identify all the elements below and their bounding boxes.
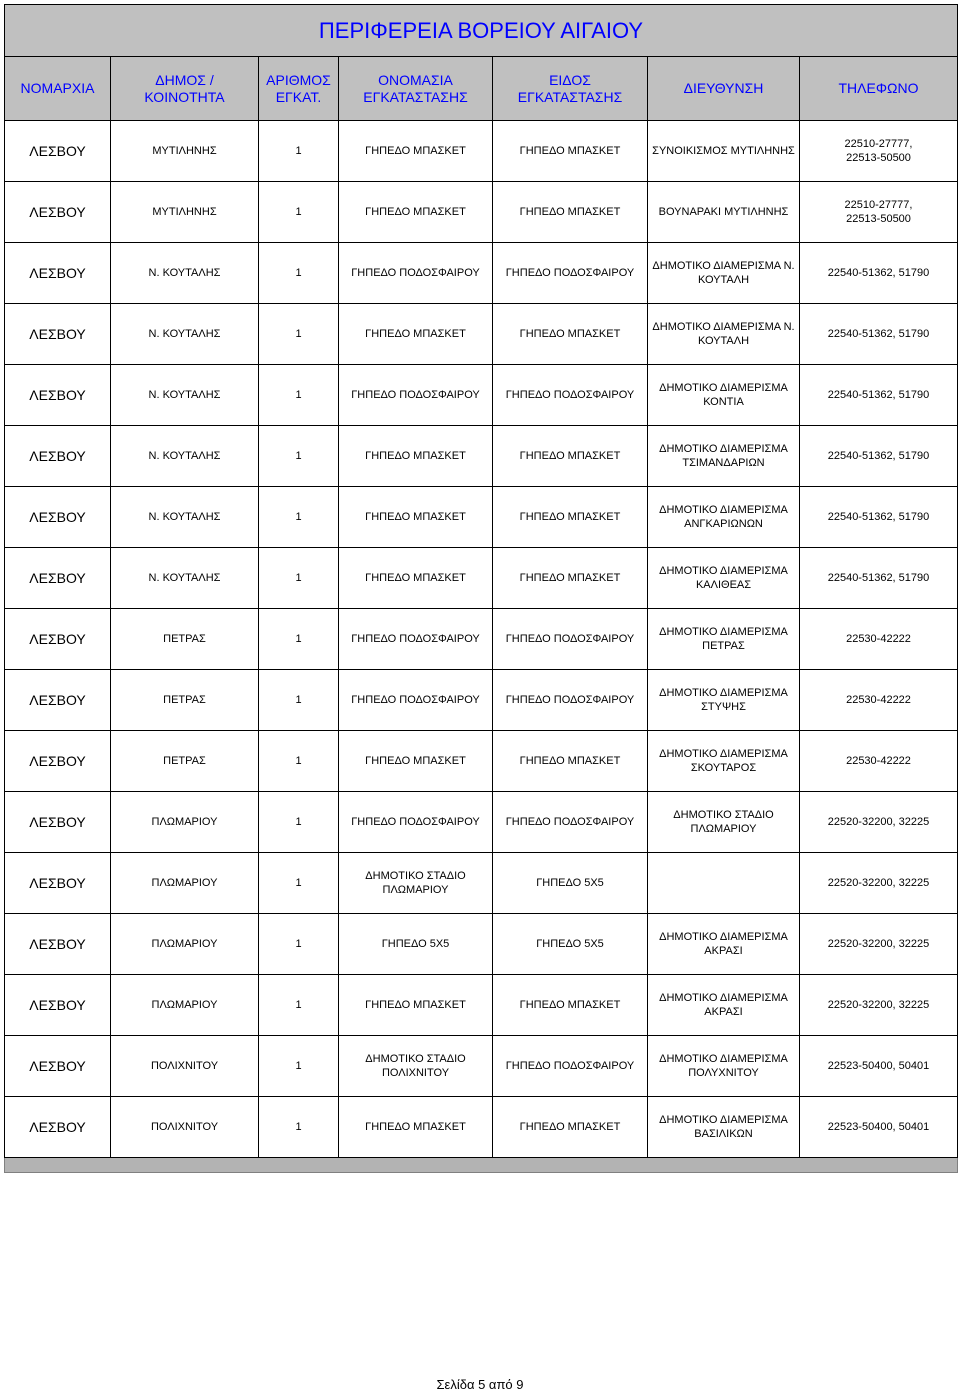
header-address: ΔΙΕΥΘΥΝΣΗ: [648, 57, 800, 121]
cell-address: [648, 853, 800, 914]
cell-phone: 22540-51362, 51790: [800, 487, 958, 548]
cell-facility-type: ΓΗΠΕΔΟ ΜΠΑΣΚΕΤ: [493, 426, 648, 487]
cell-address: ΔΗΜΟΤΙΚΟ ΔΙΑΜΕΡΙΣΜΑ ΣΚΟΥΤΑΡΟΣ: [648, 731, 800, 792]
table-row: [5, 182, 958, 243]
cell-facility-name: ΓΗΠΕΔΟ ΠΟΔΟΣΦΑΙΡΟΥ: [339, 670, 493, 731]
cell-municipality: Ν. ΚΟΥΤΑΛΗΣ: [111, 548, 259, 609]
cell-facility-name: ΓΗΠΕΔΟ ΜΠΑΣΚΕΤ: [339, 304, 493, 365]
table-row: [5, 609, 958, 670]
cell-count: 1: [259, 365, 339, 426]
table-row: [5, 365, 958, 426]
cell-facility-type: ΓΗΠΕΔΟ ΠΟΔΟΣΦΑΙΡΟΥ: [493, 365, 648, 426]
table-row: [5, 1097, 958, 1158]
cell-address: ΣΥΝΟΙΚΙΣΜΟΣ ΜΥΤΙΛΗΝΗΣ: [648, 121, 800, 182]
cell-facility-name: ΓΗΠΕΔΟ ΜΠΑΣΚΕΤ: [339, 182, 493, 243]
header-prefecture: ΝΟΜΑΡΧΙΑ: [5, 57, 111, 121]
table-row: [5, 243, 958, 304]
cell-facility-name: ΓΗΠΕΔΟ ΜΠΑΣΚΕΤ: [339, 548, 493, 609]
cell-facility-type: ΓΗΠΕΔΟ 5Χ5: [493, 914, 648, 975]
cell-address: ΔΗΜΟΤΙΚΟ ΔΙΑΜΕΡΙΣΜΑ ΑΝΓΚΑΡΙΩΝΩΝ: [648, 487, 800, 548]
cell-municipality: ΠΕΤΡΑΣ: [111, 731, 259, 792]
cell-facility-name: ΓΗΠΕΔΟ ΜΠΑΣΚΕΤ: [339, 731, 493, 792]
cell-prefecture: ΛΕΣΒΟΥ: [5, 731, 111, 792]
table-row: [5, 548, 958, 609]
cell-count: 1: [259, 792, 339, 853]
cell-municipality: ΜΥΤΙΛΗΝΗΣ: [111, 121, 259, 182]
cell-facility-type: ΓΗΠΕΔΟ 5Χ5: [493, 853, 648, 914]
table-row: [5, 792, 958, 853]
cell-address: ΔΗΜΟΤΙΚΟ ΔΙΑΜΕΡΙΣΜΑ ΣΤΥΨΗΣ: [648, 670, 800, 731]
table-row: [5, 487, 958, 548]
cell-facility-type: ΓΗΠΕΔΟ ΠΟΔΟΣΦΑΙΡΟΥ: [493, 243, 648, 304]
cell-phone: 22530-42222: [800, 670, 958, 731]
cell-count: 1: [259, 914, 339, 975]
cell-address: ΔΗΜΟΤΙΚΟ ΔΙΑΜΕΡΙΣΜΑ ΠΕΤΡΑΣ: [648, 609, 800, 670]
cell-prefecture: ΛΕΣΒΟΥ: [5, 792, 111, 853]
cell-facility-name: ΓΗΠΕΔΟ ΠΟΔΟΣΦΑΙΡΟΥ: [339, 243, 493, 304]
cell-municipality: ΠΕΤΡΑΣ: [111, 670, 259, 731]
cell-municipality: ΠΟΛΙΧΝΙΤΟΥ: [111, 1036, 259, 1097]
cell-facility-name: ΓΗΠΕΔΟ ΜΠΑΣΚΕΤ: [339, 121, 493, 182]
table-row: [5, 426, 958, 487]
cell-address: ΔΗΜΟΤΙΚΟ ΔΙΑΜΕΡΙΣΜΑ ΚΑΛΙΘΕΑΣ: [648, 548, 800, 609]
cell-facility-name: ΓΗΠΕΔΟ ΜΠΑΣΚΕΤ: [339, 975, 493, 1036]
header-phone: ΤΗΛΕΦΩΝΟ: [800, 57, 958, 121]
header-facility-type: ΕΙΔΟΣ ΕΓΚΑΤΑΣΤΑΣΗΣ: [493, 57, 648, 121]
cell-facility-type: ΓΗΠΕΔΟ ΠΟΔΟΣΦΑΙΡΟΥ: [493, 792, 648, 853]
footer-bar-cell: [5, 1158, 958, 1173]
table-row: [5, 975, 958, 1036]
cell-count: 1: [259, 853, 339, 914]
cell-count: 1: [259, 182, 339, 243]
cell-count: 1: [259, 731, 339, 792]
cell-phone: 22520-32200, 32225: [800, 914, 958, 975]
cell-facility-type: ΓΗΠΕΔΟ ΜΠΑΣΚΕΤ: [493, 731, 648, 792]
cell-prefecture: ΛΕΣΒΟΥ: [5, 1036, 111, 1097]
cell-municipality: Ν. ΚΟΥΤΑΛΗΣ: [111, 365, 259, 426]
cell-facility-type: ΓΗΠΕΔΟ ΜΠΑΣΚΕΤ: [493, 121, 648, 182]
cell-facility-type: ΓΗΠΕΔΟ ΜΠΑΣΚΕΤ: [493, 487, 648, 548]
header-municipality: ΔΗΜΟΣ / ΚΟΙΝΟΤΗΤΑ: [111, 57, 259, 121]
table-row: [5, 670, 958, 731]
cell-facility-name: ΓΗΠΕΔΟ ΜΠΑΣΚΕΤ: [339, 426, 493, 487]
cell-facility-name: ΓΗΠΕΔΟ ΠΟΔΟΣΦΑΙΡΟΥ: [339, 792, 493, 853]
cell-count: 1: [259, 1036, 339, 1097]
page-number: Σελίδα 5 από 9: [436, 1377, 524, 1392]
cell-facility-name: ΓΗΠΕΔΟ ΠΟΔΟΣΦΑΙΡΟΥ: [339, 609, 493, 670]
cell-prefecture: ΛΕΣΒΟΥ: [5, 426, 111, 487]
cell-municipality: ΠΛΩΜΑΡΙΟΥ: [111, 914, 259, 975]
cell-count: 1: [259, 121, 339, 182]
cell-count: 1: [259, 243, 339, 304]
header-row: [5, 57, 958, 121]
table-row: [5, 731, 958, 792]
cell-address: ΔΗΜΟΤΙΚΟ ΔΙΑΜΕΡΙΣΜΑ ΑΚΡΑΣΙ: [648, 914, 800, 975]
cell-prefecture: ΛΕΣΒΟΥ: [5, 304, 111, 365]
cell-prefecture: ΛΕΣΒΟΥ: [5, 975, 111, 1036]
cell-phone: 22510-27777, 22513-50500: [800, 182, 958, 243]
table-row: [5, 1036, 958, 1097]
cell-phone: 22520-32200, 32225: [800, 975, 958, 1036]
table-row: [5, 304, 958, 365]
cell-phone: 22540-51362, 51790: [800, 426, 958, 487]
cell-municipality: ΠΕΤΡΑΣ: [111, 609, 259, 670]
cell-phone: 22540-51362, 51790: [800, 243, 958, 304]
cell-prefecture: ΛΕΣΒΟΥ: [5, 365, 111, 426]
cell-address: ΔΗΜΟΤΙΚΟ ΔΙΑΜΕΡΙΣΜΑ ΒΑΣΙΛΙΚΩΝ: [648, 1097, 800, 1158]
header-facility-name: ΟΝΟΜΑΣΙΑ ΕΓΚΑΤΑΣΤΑΣΗΣ: [339, 57, 493, 121]
cell-municipality: ΠΟΛΙΧΝΙΤΟΥ: [111, 1097, 259, 1158]
header-count: ΑΡΙΘΜΟΣ ΕΓΚΑΤ.: [259, 57, 339, 121]
cell-phone: 22510-27777, 22513-50500: [800, 121, 958, 182]
cell-address: ΔΗΜΟΤΙΚΟ ΔΙΑΜΕΡΙΣΜΑ ΤΣΙΜΑΝΔΑΡΙΩΝ: [648, 426, 800, 487]
cell-phone: 22540-51362, 51790: [800, 365, 958, 426]
cell-facility-type: ΓΗΠΕΔΟ ΜΠΑΣΚΕΤ: [493, 182, 648, 243]
cell-facility-name: ΓΗΠΕΔΟ ΜΠΑΣΚΕΤ: [339, 1097, 493, 1158]
cell-municipality: Ν. ΚΟΥΤΑΛΗΣ: [111, 243, 259, 304]
cell-address: ΔΗΜΟΤΙΚΟ ΔΙΑΜΕΡΙΣΜΑ Ν. ΚΟΥΤΑΛΗ: [648, 304, 800, 365]
cell-facility-name: ΓΗΠΕΔΟ ΜΠΑΣΚΕΤ: [339, 487, 493, 548]
cell-facility-name: ΓΗΠΕΔΟ ΠΟΔΟΣΦΑΙΡΟΥ: [339, 365, 493, 426]
cell-address: ΔΗΜΟΤΙΚΟ ΣΤΑΔΙΟ ΠΛΩΜΑΡΙΟΥ: [648, 792, 800, 853]
cell-prefecture: ΛΕΣΒΟΥ: [5, 1097, 111, 1158]
cell-prefecture: ΛΕΣΒΟΥ: [5, 243, 111, 304]
cell-municipality: Ν. ΚΟΥΤΑΛΗΣ: [111, 426, 259, 487]
cell-phone: 22523-50400, 50401: [800, 1097, 958, 1158]
cell-facility-name: ΓΗΠΕΔΟ 5Χ5: [339, 914, 493, 975]
cell-municipality: Ν. ΚΟΥΤΑΛΗΣ: [111, 304, 259, 365]
cell-count: 1: [259, 975, 339, 1036]
cell-count: 1: [259, 304, 339, 365]
cell-municipality: ΠΛΩΜΑΡΙΟΥ: [111, 792, 259, 853]
cell-phone: 22523-50400, 50401: [800, 1036, 958, 1097]
cell-facility-type: ΓΗΠΕΔΟ ΜΠΑΣΚΕΤ: [493, 975, 648, 1036]
cell-facility-name: ΔΗΜΟΤΙΚΟ ΣΤΑΔΙΟ ΠΟΛΙΧΝΙΤΟΥ: [339, 1036, 493, 1097]
cell-facility-type: ΓΗΠΕΔΟ ΜΠΑΣΚΕΤ: [493, 304, 648, 365]
cell-prefecture: ΛΕΣΒΟΥ: [5, 670, 111, 731]
cell-municipality: Ν. ΚΟΥΤΑΛΗΣ: [111, 487, 259, 548]
page-title: ΠΕΡΙΦΕΡΕΙΑ ΒΟΡΕΙΟΥ ΑΙΓΑΙΟΥ: [5, 5, 958, 57]
cell-prefecture: ΛΕΣΒΟΥ: [5, 487, 111, 548]
facilities-table: [4, 4, 958, 1173]
cell-phone: 22520-32200, 32225: [800, 853, 958, 914]
cell-facility-type: ΓΗΠΕΔΟ ΜΠΑΣΚΕΤ: [493, 1097, 648, 1158]
cell-phone: 22540-51362, 51790: [800, 548, 958, 609]
cell-facility-type: ΓΗΠΕΔΟ ΜΠΑΣΚΕΤ: [493, 548, 648, 609]
cell-facility-type: ΓΗΠΕΔΟ ΠΟΔΟΣΦΑΙΡΟΥ: [493, 1036, 648, 1097]
cell-address: ΔΗΜΟΤΙΚΟ ΔΙΑΜΕΡΙΣΜΑ ΠΟΛΥΧΝΙΤΟΥ: [648, 1036, 800, 1097]
cell-phone: 22540-51362, 51790: [800, 304, 958, 365]
cell-address: ΔΗΜΟΤΙΚΟ ΔΙΑΜΕΡΙΣΜΑ ΑΚΡΑΣΙ: [648, 975, 800, 1036]
cell-count: 1: [259, 548, 339, 609]
cell-prefecture: ΛΕΣΒΟΥ: [5, 914, 111, 975]
cell-count: 1: [259, 487, 339, 548]
cell-count: 1: [259, 609, 339, 670]
cell-count: 1: [259, 670, 339, 731]
cell-prefecture: ΛΕΣΒΟΥ: [5, 853, 111, 914]
cell-phone: 22520-32200, 32225: [800, 792, 958, 853]
table-row: [5, 853, 958, 914]
cell-address: ΒΟΥΝΑΡΑΚΙ ΜΥΤΙΛΗΝΗΣ: [648, 182, 800, 243]
cell-municipality: ΜΥΤΙΛΗΝΗΣ: [111, 182, 259, 243]
cell-address: ΔΗΜΟΤΙΚΟ ΔΙΑΜΕΡΙΣΜΑ Ν. ΚΟΥΤΑΛΗ: [648, 243, 800, 304]
cell-address: ΔΗΜΟΤΙΚΟ ΔΙΑΜΕΡΙΣΜΑ ΚΟΝΤΙΑ: [648, 365, 800, 426]
cell-municipality: ΠΛΩΜΑΡΙΟΥ: [111, 975, 259, 1036]
table-row: [5, 914, 958, 975]
cell-facility-type: ΓΗΠΕΔΟ ΠΟΔΟΣΦΑΙΡΟΥ: [493, 609, 648, 670]
cell-prefecture: ΛΕΣΒΟΥ: [5, 182, 111, 243]
cell-prefecture: ΛΕΣΒΟΥ: [5, 609, 111, 670]
cell-count: 1: [259, 426, 339, 487]
cell-phone: 22530-42222: [800, 609, 958, 670]
cell-prefecture: ΛΕΣΒΟΥ: [5, 121, 111, 182]
cell-facility-type: ΓΗΠΕΔΟ ΠΟΔΟΣΦΑΙΡΟΥ: [493, 670, 648, 731]
cell-count: 1: [259, 1097, 339, 1158]
cell-facility-name: ΔΗΜΟΤΙΚΟ ΣΤΑΔΙΟ ΠΛΩΜΑΡΙΟΥ: [339, 853, 493, 914]
cell-phone: 22530-42222: [800, 731, 958, 792]
cell-municipality: ΠΛΩΜΑΡΙΟΥ: [111, 853, 259, 914]
cell-prefecture: ΛΕΣΒΟΥ: [5, 548, 111, 609]
table-footer-bar: [5, 1158, 958, 1173]
table-row: [5, 121, 958, 182]
